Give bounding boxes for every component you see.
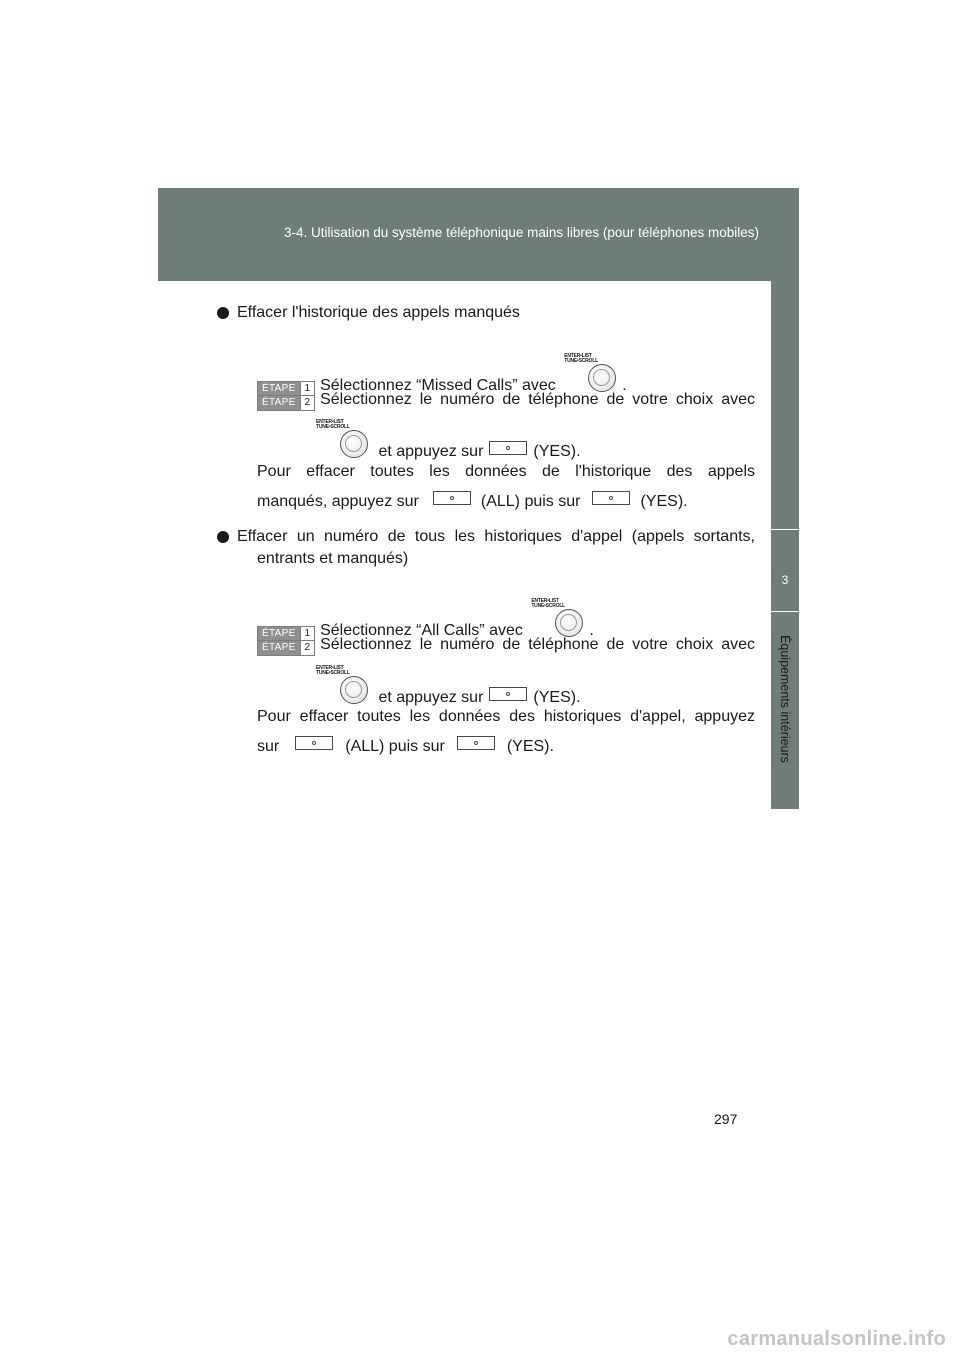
enter-list-knob-icon: ENTER•LIST TUNE•SCROLL [560,354,622,404]
soft-button-icon [489,687,527,701]
section2-step2-line1: ÉTAPE 2 Sélectionnez le numéro de téléphone de votre choix avec [257,634,755,656]
section1-note-line1: Pour effacer toutes les données de l'historique des appels [257,463,755,480]
section2-title-line1: Effacer un numéro de tous les historiques d'appel (appels sortants, [237,528,755,545]
section2-title-line2: entrants et manqués) [257,550,409,567]
section2-step1: ÉTAPE 1 Sélectionnez “All Calls” avec ENTER•LIST TUNE•SCROLL . [257,599,594,649]
soft-button-icon [489,441,527,455]
enter-list-knob-icon: ENTER•LIST TUNE•SCROLL [312,420,374,470]
enter-list-knob-icon: ENTER•LIST TUNE•SCROLL [312,666,374,716]
section1-step2-line2: ENTER•LIST TUNE•SCROLL et appuyez sur (YES). [312,420,581,470]
watermark: carmanualsonline.info [727,1328,946,1350]
section2-note-line2: sur (ALL) puis sur (YES). [257,738,554,755]
enter-list-knob-icon: ENTER•LIST TUNE•SCROLL [527,599,589,649]
chapter-title: 3-4. Utilisation du système téléphonique mains libres (pour téléphones mobiles) [284,225,759,240]
etape-badge: ÉTAPE 2 [257,640,315,656]
chapter-side-tab [771,281,799,809]
side-tab-divider-bottom [771,611,799,612]
page-number: 297 [714,1111,738,1127]
soft-button-icon [457,736,495,750]
chapter-header [158,188,799,281]
soft-button-icon [295,736,333,750]
section1-note-line2: manqués, appuyez sur (ALL) puis sur (YES). [257,493,688,510]
bullet-icon [217,531,229,543]
section1-title-row [217,302,520,324]
section2-step2-line2: ENTER•LIST TUNE•SCROLL et appuyez sur (YES). [312,666,581,716]
section1-step1: ÉTAPE 1 Sélectionnez “Missed Calls” avec ENTER•LIST TUNE•SCROLL . [257,354,627,404]
etape-badge: ÉTAPE 2 [257,395,315,411]
section2-note-line1: Pour effacer toutes les données des historiques d'appel, appuyez [257,708,755,725]
etape-badge: ÉTAPE 1 [257,626,315,642]
chapter-label: Équipements intérieurs [778,635,792,763]
section1-title: Effacer l'historique des appels manqués [237,304,520,321]
section2-title-row [217,526,755,548]
soft-button-icon [433,491,471,505]
section1-step2-line1: ÉTAPE 2 Sélectionnez le numéro de téléphone de votre choix avec [257,389,755,411]
soft-button-icon [592,491,630,505]
bullet-icon [217,307,229,319]
etape-badge: ÉTAPE 1 [257,381,315,397]
chapter-number: 3 [781,573,789,587]
side-tab-divider-top [771,529,799,530]
